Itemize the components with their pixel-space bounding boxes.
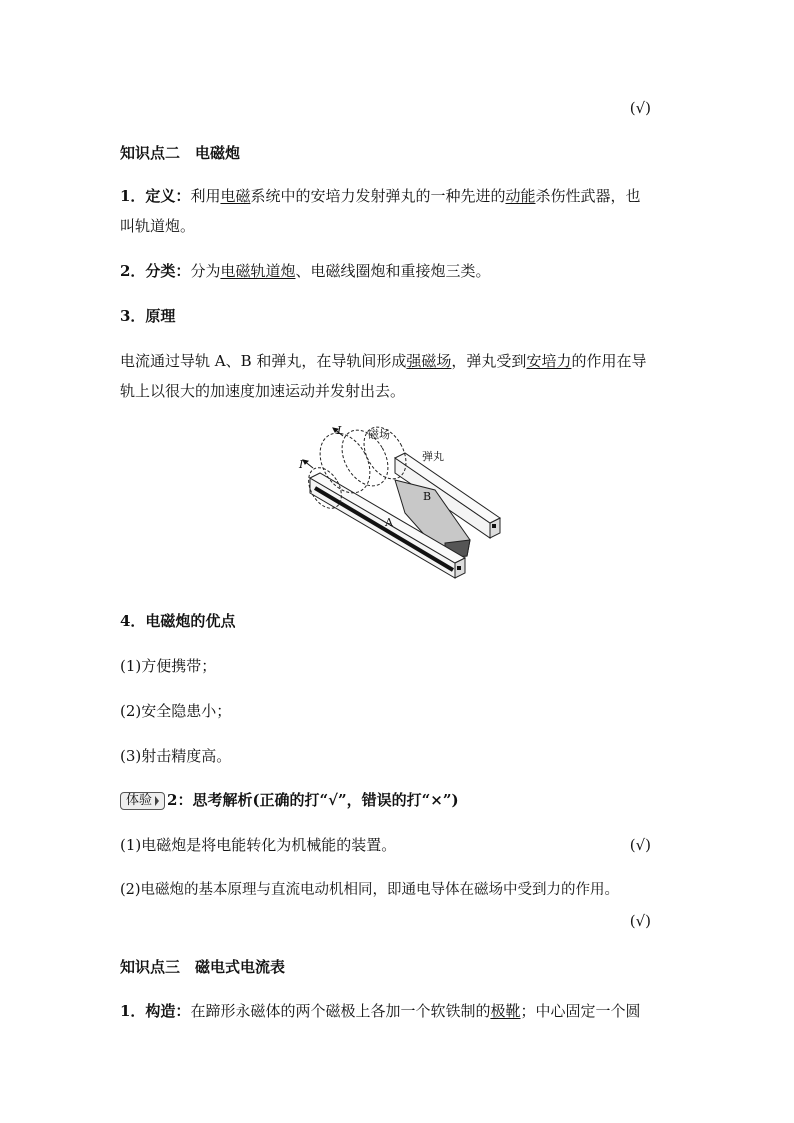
advantage-item-3: (3)射击精度高。 — [120, 747, 232, 765]
question-1-mark: (√) — [629, 836, 651, 854]
label-rail-a: A — [385, 516, 393, 529]
definition-text-pre: 利用 — [190, 187, 221, 205]
label-magnetic-field: 磁场 — [368, 428, 390, 441]
experience-title: 2：思考解析(正确的打“√”，错误的打“×”) — [167, 791, 459, 809]
principle-text-pre: 电流通过导轨 A、B 和弹丸，在导轨间形成 — [120, 352, 407, 370]
definition-line1 — [120, 186, 676, 206]
answer-mark-top: (√) — [629, 99, 651, 117]
definition-line2: 叫轨道炮。 — [120, 217, 196, 235]
advantages-heading: 4．电磁炮的优点 — [120, 612, 236, 630]
rail-a-hole — [457, 566, 461, 570]
principle-text-mid: ，弹丸受到 — [451, 352, 527, 370]
definition-text-mid: 系统中的安培力发射弹丸的一种先进的 — [250, 187, 506, 205]
definition-label: 1．定义： — [120, 187, 191, 205]
label-current-1: I — [337, 424, 342, 437]
classification-label: 2．分类： — [120, 262, 191, 280]
section2-heading: 知识点二 电磁炮 — [120, 144, 241, 162]
principle-line2: 轨上以很大的加速度加速运动并发射出去。 — [120, 382, 406, 400]
definition-underline-1: 电磁 — [220, 187, 251, 205]
railgun-figure — [285, 418, 515, 588]
label-current-2: I — [299, 458, 304, 471]
classification-text-post: 、电磁线圈炮和重接炮三类。 — [295, 262, 491, 280]
construction-underline: 极靴 — [490, 1002, 521, 1020]
question-2-mark: (√) — [629, 912, 651, 930]
principle-line1 — [120, 351, 676, 371]
label-projectile: 弹丸 — [422, 450, 444, 463]
definition-text-post: 杀伤性武器，也 — [535, 187, 641, 205]
experience-badge: 体验 — [120, 792, 165, 810]
construction-line — [120, 1001, 676, 1021]
construction-text-pre: 在蹄形永磁体的两个磁极上各加一个软铁制的 — [190, 1002, 491, 1020]
principle-underline-2: 安培力 — [526, 352, 572, 370]
section3-heading: 知识点三 磁电式电流表 — [120, 958, 286, 976]
principle-underline-1: 强磁场 — [406, 352, 452, 370]
question-2: (2)电磁炮的基本原理与直流电动机相同，即通电导体在磁场中受到力的作用。 — [120, 882, 620, 898]
question-1: (1)电磁炮是将电能转化为机械能的装置。 — [120, 836, 397, 854]
definition-underline-2: 动能 — [505, 187, 536, 205]
advantage-item-2: (2)安全隐患小； — [120, 702, 232, 720]
experience-line — [120, 790, 676, 811]
classification-text-pre: 分为 — [190, 262, 221, 280]
principle-heading: 3．原理 — [120, 307, 176, 325]
construction-text-post: ；中心固定一个圆 — [520, 1002, 641, 1020]
rail-b-hole — [492, 524, 496, 528]
label-rail-b: B — [423, 490, 432, 503]
advantage-item-1: (1)方便携带； — [120, 657, 217, 675]
classification-line — [120, 261, 676, 281]
construction-label: 1．构造： — [120, 1002, 191, 1020]
principle-text-post: 的作用在导 — [571, 352, 647, 370]
classification-underline: 电磁轨道炮 — [220, 262, 296, 280]
